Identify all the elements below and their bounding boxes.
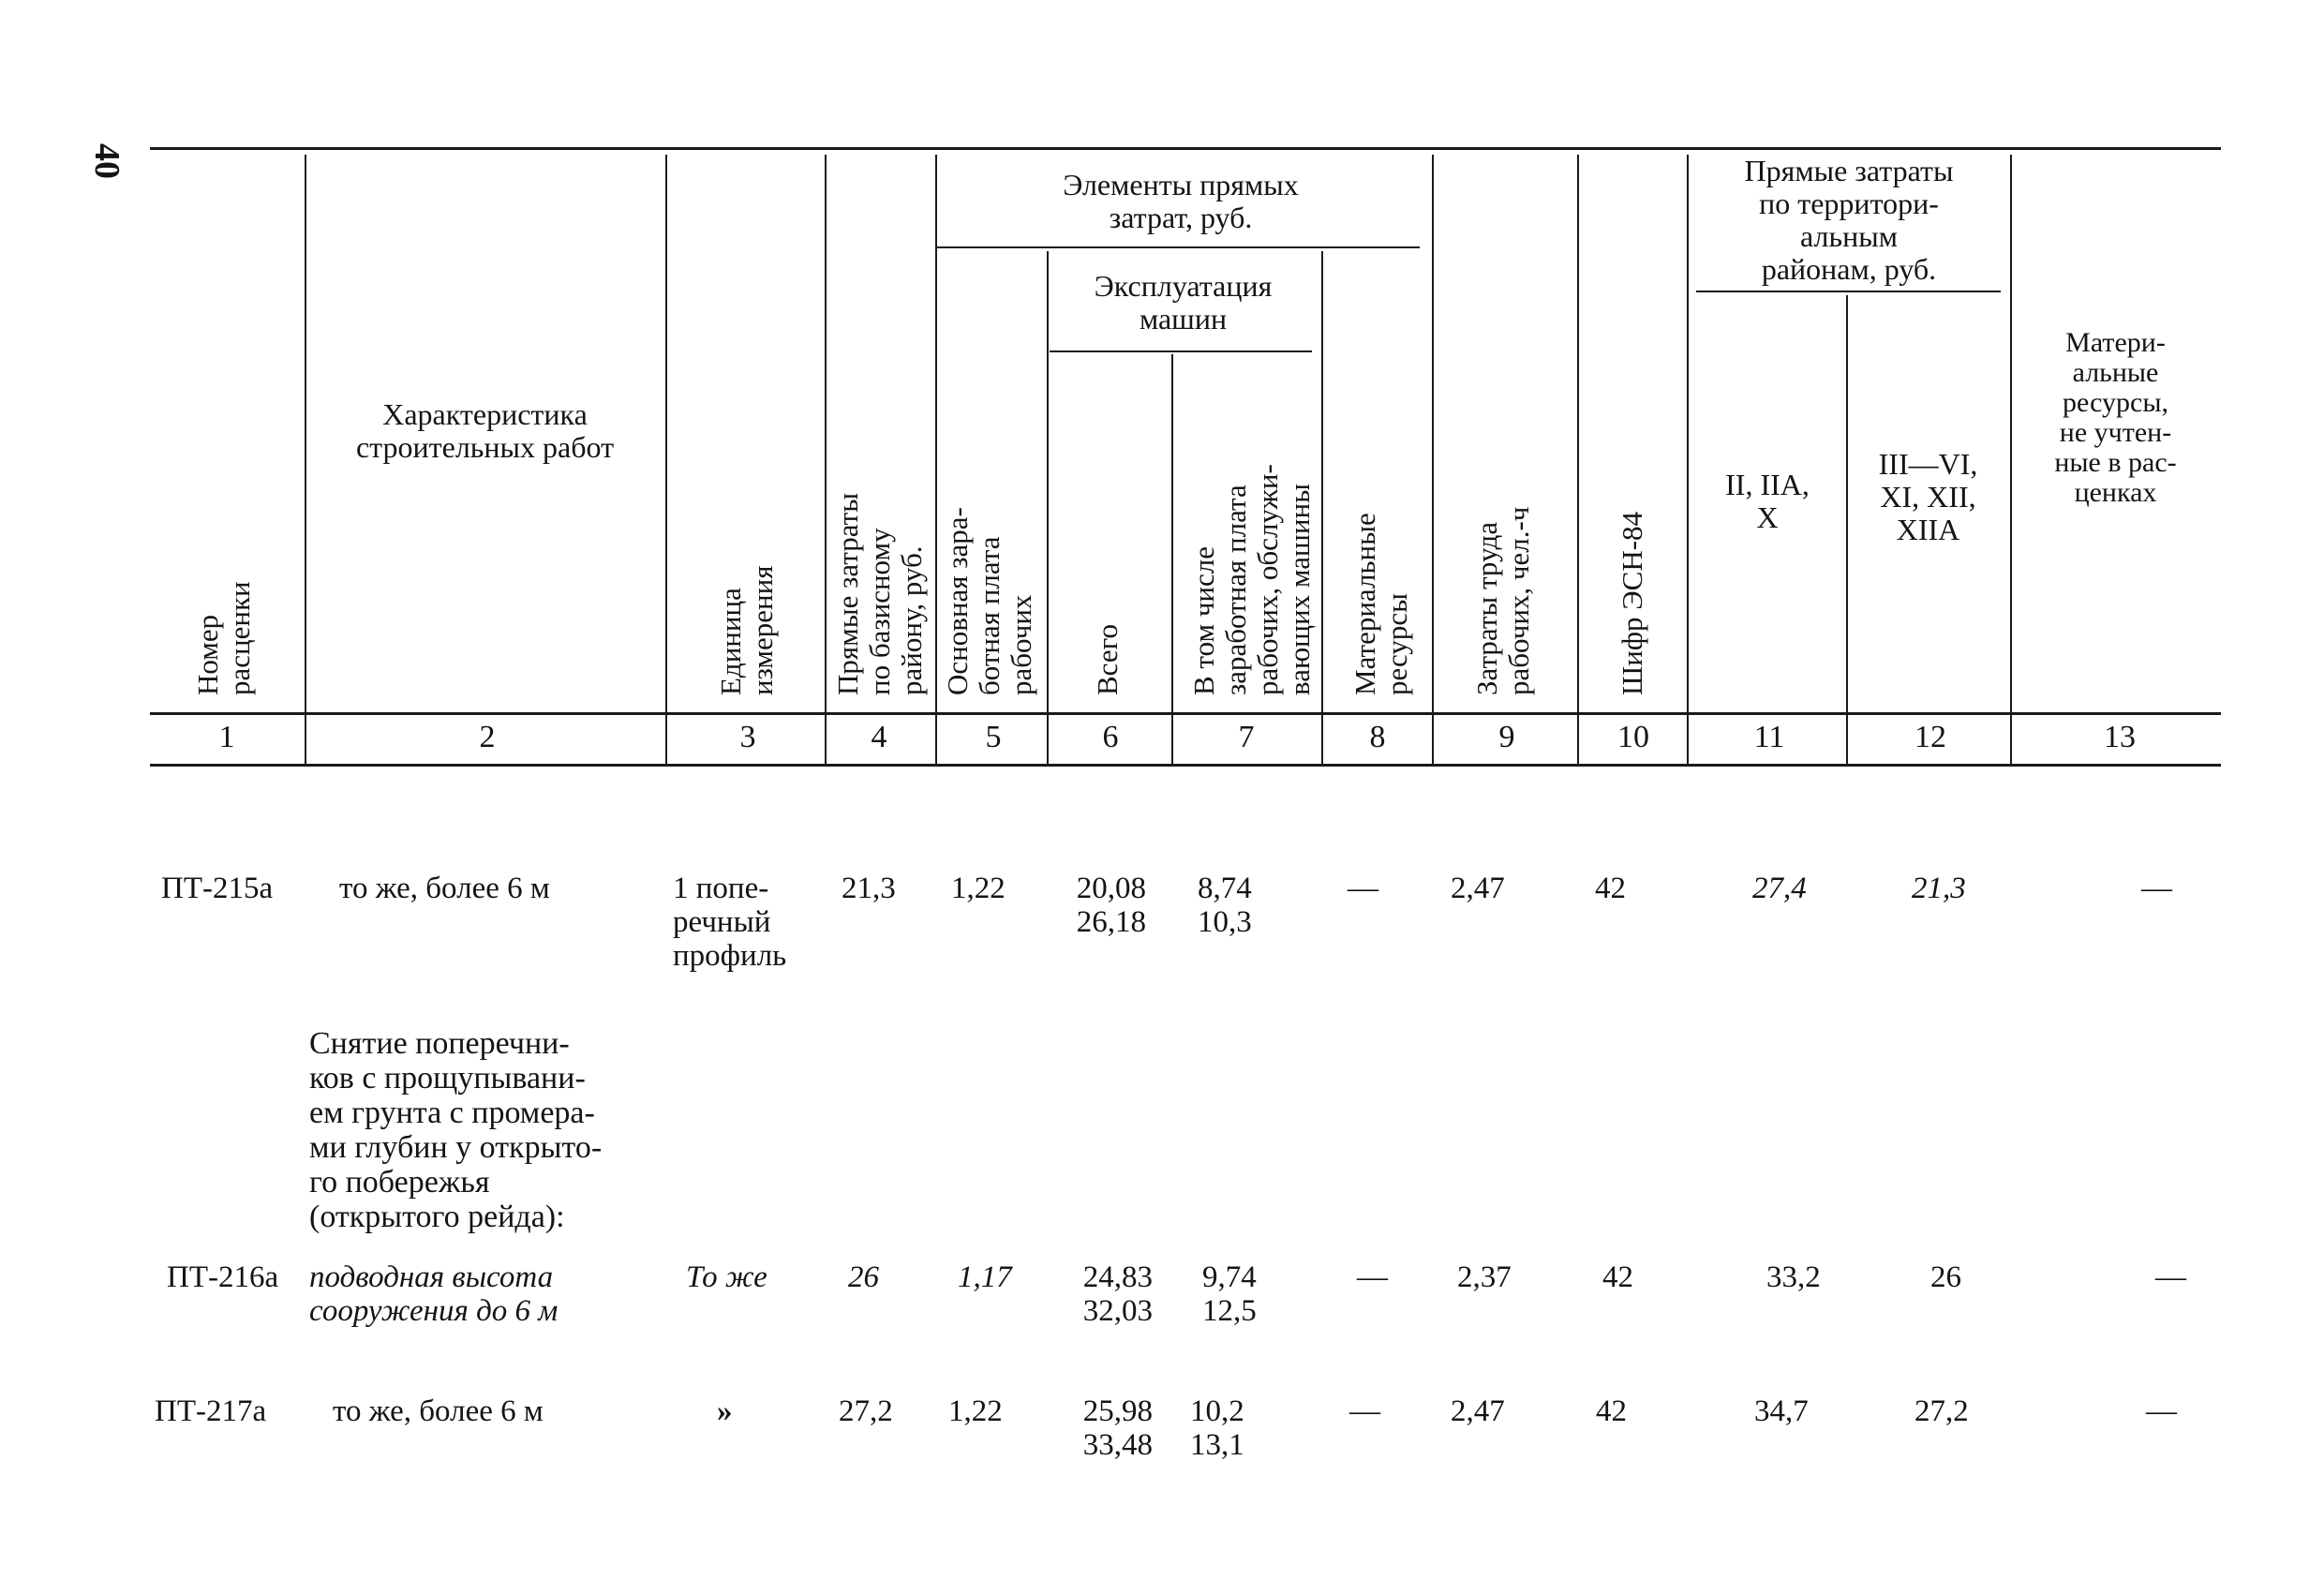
row-code: ПТ-215а	[161, 872, 274, 905]
header-bottom-rule	[150, 712, 2221, 715]
row-machines-wage: 9,74 12,5	[1202, 1260, 1257, 1328]
header-machine-operation: Эксплуатация машин	[1094, 269, 1273, 335]
column-number-2: 2	[479, 720, 496, 754]
row-materials: —	[1357, 1260, 1388, 1294]
column-number-9: 9	[1498, 720, 1515, 754]
row-machines-wage: 10,2 13,1	[1190, 1394, 1244, 1462]
col-divider	[1687, 155, 1689, 764]
row-direct-cost-base: 27,2	[839, 1394, 893, 1428]
row-machines-total: 24,83 32,03	[1082, 1260, 1153, 1328]
row-code: ПТ-216а	[167, 1260, 279, 1294]
row-base-wage: 1,22	[951, 872, 1006, 905]
column-number-12: 12	[1914, 720, 1946, 754]
row-machines-total: 25,98 33,48	[1082, 1394, 1153, 1462]
col-divider	[305, 155, 306, 764]
col-divider	[1321, 251, 1323, 764]
column-number-5: 5	[985, 720, 1002, 754]
row-region-iii: 26	[1930, 1260, 1961, 1294]
row-direct-cost-base: 26	[848, 1260, 879, 1294]
col-divider	[1577, 155, 1579, 764]
header-base-wage: Основная зара- ботная плата рабочих	[941, 507, 1037, 695]
elements-group-rule	[937, 246, 1420, 248]
row-unaccounted: —	[2146, 1394, 2177, 1428]
header-territorial-costs: Прямые затраты по территори- альным районам, руб.	[1744, 154, 1954, 286]
header-rate-number: Номер расценки	[191, 581, 256, 695]
row-esn-code: 42	[1602, 1260, 1633, 1294]
header-regions-ii: II, IIA, X	[1725, 468, 1810, 534]
row-unit: То же	[686, 1260, 767, 1294]
machines-group-rule	[1050, 350, 1312, 352]
row-esn-code: 42	[1596, 1394, 1627, 1428]
column-number-8: 8	[1369, 720, 1386, 754]
row-region-iii: 21,3	[1912, 872, 1966, 905]
row-unaccounted: —	[2141, 872, 2172, 905]
row-esn-code: 42	[1595, 872, 1626, 905]
column-number-3: 3	[739, 720, 756, 754]
row-machines-wage: 8,74 10,3	[1198, 872, 1252, 939]
col-divider	[1846, 295, 1848, 764]
row-region-ii: 33,2	[1766, 1260, 1821, 1294]
row-region-iii: 27,2	[1914, 1394, 1969, 1428]
header-direct-cost-base: Прямые затраты по базисному району, руб.	[831, 492, 928, 695]
column-number-13: 13	[2104, 720, 2136, 754]
header-unaccounted-materials: Матери- альные ресурсы, не учтен- ные в рас- ценках	[2054, 327, 2177, 508]
col-divider	[1432, 155, 1434, 764]
col-divider	[1047, 251, 1049, 764]
header-elements-direct-costs: Элементы прямых затрат, руб.	[1063, 168, 1299, 234]
row-unit: 1 попе- речный профиль	[673, 872, 787, 973]
table-top-rule	[150, 147, 2221, 150]
column-number-6: 6	[1102, 720, 1119, 754]
col-divider	[1171, 354, 1173, 764]
row-unaccounted: —	[2155, 1260, 2186, 1294]
column-number-11: 11	[1753, 720, 1785, 754]
col-divider	[2010, 155, 2012, 764]
row-labor: 2,47	[1451, 872, 1505, 905]
header-machines-total: Всего	[1091, 623, 1124, 695]
row-base-wage: 1,22	[948, 1394, 1003, 1428]
header-machines-wage: В том числе заработная плата рабочих, обслужи- вающих машины	[1187, 464, 1316, 695]
row-machines-total: 20,08 26,18	[1076, 872, 1146, 939]
section-title: Снятие поперечни- ков с прощупывани- ем грунта с промера- ми глубин у открыто- го побережья (открытого рейда):	[309, 1026, 603, 1234]
row-materials: —	[1348, 872, 1378, 905]
row-unit: »	[717, 1394, 733, 1428]
row-materials: —	[1349, 1394, 1380, 1428]
row-description: то же, более 6 м	[333, 1394, 544, 1428]
row-region-ii: 34,7	[1754, 1394, 1809, 1428]
header-unit: Единица измерения	[714, 565, 779, 695]
row-base-wage: 1,17	[958, 1260, 1012, 1294]
col-divider	[935, 155, 937, 764]
page-number: 40	[87, 143, 127, 179]
territorial-group-rule	[1696, 291, 2001, 292]
header-regions-iii: III—VI, XI, XII, XIIA	[1878, 447, 1978, 546]
header-labor-costs: Затраты труда рабочих, чел.-ч	[1470, 506, 1535, 695]
header-esn-code: Шифр ЭСН-84	[1616, 511, 1648, 695]
header-work-characteristics: Характеристика строительных работ	[355, 397, 615, 464]
row-description: то же, более 6 м	[339, 872, 550, 905]
header-materials: Материальные ресурсы	[1348, 513, 1413, 695]
column-number-10: 10	[1617, 720, 1649, 754]
row-direct-cost-base: 21,3	[842, 872, 896, 905]
row-description: подводная высота сооружения до 6 м	[309, 1260, 559, 1328]
row-labor: 2,37	[1457, 1260, 1512, 1294]
column-number-7: 7	[1238, 720, 1255, 754]
row-code: ПТ-217а	[155, 1394, 267, 1428]
col-divider	[825, 155, 827, 764]
row-region-ii: 27,4	[1752, 872, 1807, 905]
row-labor: 2,47	[1451, 1394, 1505, 1428]
col-divider	[665, 155, 667, 764]
column-numbers-bottom-rule	[150, 764, 2221, 767]
column-number-1: 1	[218, 720, 235, 754]
column-number-4: 4	[871, 720, 887, 754]
